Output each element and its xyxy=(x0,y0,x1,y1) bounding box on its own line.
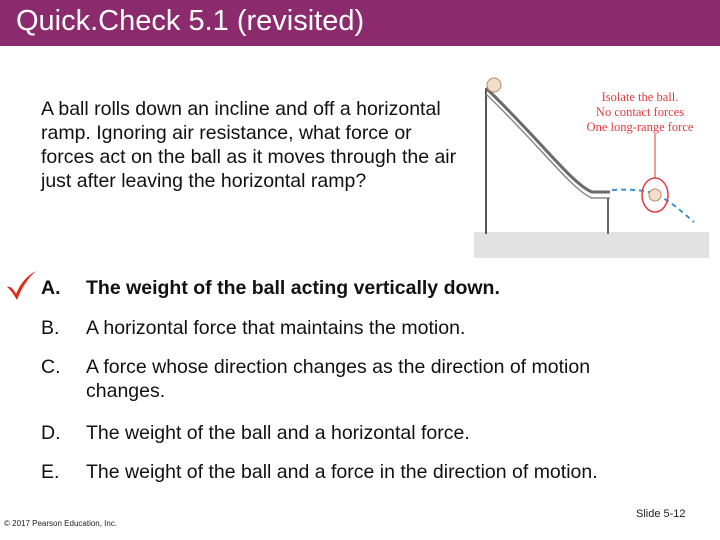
option-d-text: The weight of the ball and a horizontal force. xyxy=(86,422,470,444)
ball-in-air xyxy=(649,189,661,201)
incline-ramp-figure xyxy=(472,72,712,262)
annotation-line-1: Isolate the ball. xyxy=(601,90,679,104)
option-c-text: A force whose direction changes as the direction of motion changes. xyxy=(86,356,591,402)
option-e-text: The weight of the ball and a force in the direction of motion. xyxy=(86,461,598,483)
slide-title: Quick.Check 5.1 (revisited) xyxy=(16,5,365,37)
checkmark-icon xyxy=(4,268,38,302)
floor xyxy=(474,232,709,258)
option-a-letter: A. xyxy=(41,277,61,299)
annotation-line-2: No contact forces xyxy=(595,105,685,119)
option-d-letter: D. xyxy=(41,422,61,444)
slide-number: Slide 5-12 xyxy=(636,508,686,520)
option-a-text: The weight of the ball acting vertically down. xyxy=(86,277,500,299)
option-c-letter: C. xyxy=(41,356,61,378)
title-bar xyxy=(0,0,720,46)
copyright: © 2017 Pearson Education, Inc. xyxy=(4,519,118,528)
question-text: A ball rolls down an incline and off a horizontal ramp. Ignoring air resistance, what force or forces act on the ball as it moves through the air just after leaving the horizontal ramp? xyxy=(41,98,457,192)
option-e-letter: E. xyxy=(41,461,60,483)
incline-ramp xyxy=(486,88,610,192)
option-b-text: A horizontal force that maintains the motion. xyxy=(86,317,466,339)
annotation-line-3: One long-range force xyxy=(586,120,694,134)
option-b-letter: B. xyxy=(41,317,60,339)
ball-top xyxy=(487,78,501,92)
